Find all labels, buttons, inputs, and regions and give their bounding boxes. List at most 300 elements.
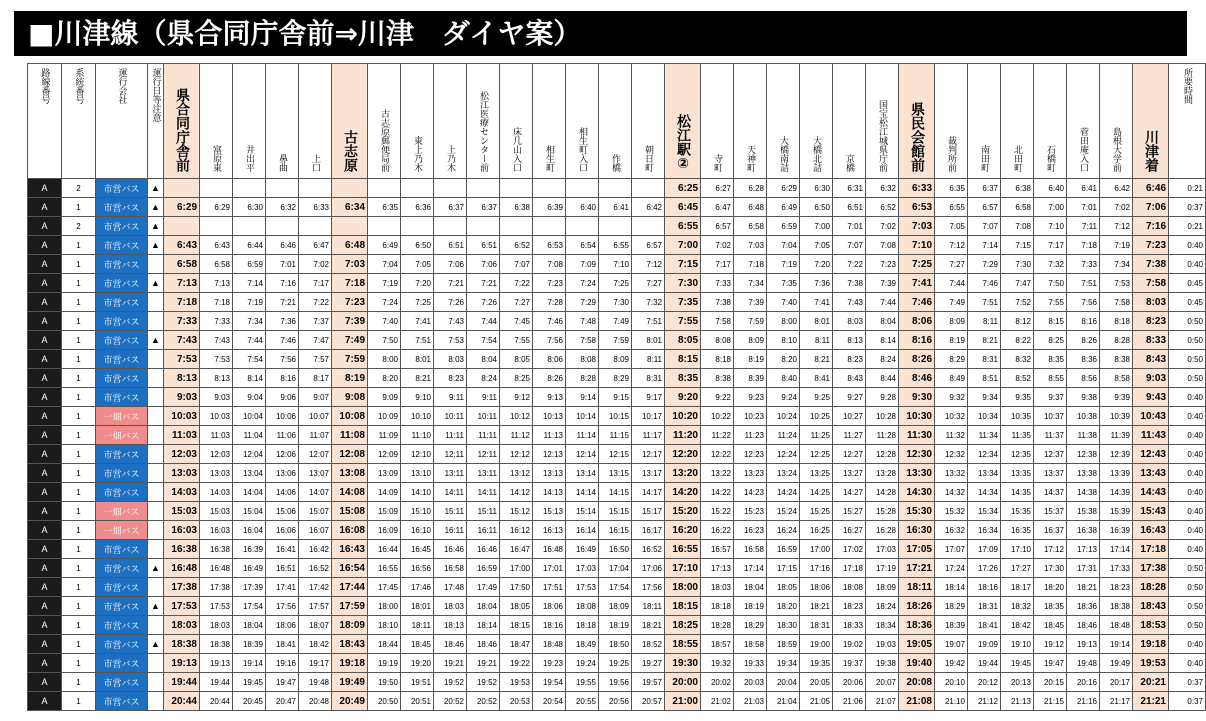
time-cell: 18:06 [533, 597, 566, 616]
time-cell: 7:53 [434, 331, 467, 350]
time-cell: 20:51 [401, 692, 434, 711]
time-cell: 19:21 [434, 654, 467, 673]
time-cell: 7:21 [467, 274, 500, 293]
time-cell: 9:25 [800, 388, 833, 407]
note-marker: ▲ [148, 331, 164, 350]
time-cell: 7:27 [500, 293, 533, 312]
time-cell: 14:34 [968, 483, 1001, 502]
time-cell: 11:13 [533, 426, 566, 445]
time-cell: 15:11 [467, 502, 500, 521]
header-stop-6-label: 古志原郵便局前 [379, 109, 389, 172]
time-cell: 16:35 [1001, 521, 1034, 540]
time-cell: 10:15 [599, 407, 632, 426]
time-cell: 16:10 [401, 521, 434, 540]
time-cell: 8:06 [899, 312, 935, 331]
time-cell [164, 179, 200, 198]
note-marker [148, 255, 164, 274]
time-cell: 18:28 [1133, 578, 1169, 597]
time-cell: 8:16 [899, 331, 935, 350]
time-cell [500, 217, 533, 236]
header-stop-22-label: 県民会館前 [909, 102, 925, 172]
time-cell: 17:18 [1133, 540, 1169, 559]
time-cell: 8:31 [968, 350, 1001, 369]
time-cell: 18:35 [1034, 597, 1067, 616]
time-cell: 9:09 [368, 388, 401, 407]
time-cell: 7:36 [266, 312, 299, 331]
time-cell: 8:46 [899, 369, 935, 388]
time-cell: 16:48 [200, 559, 233, 578]
time-cell: 8:22 [1001, 331, 1034, 350]
time-cell: 17:51 [533, 578, 566, 597]
header-stop-3 [266, 64, 299, 179]
time-cell: 8:19 [935, 331, 968, 350]
time-cell: 18:08 [566, 597, 599, 616]
time-cell: 7:57 [299, 350, 332, 369]
time-cell: 8:04 [866, 312, 899, 331]
duration-cell: 0:50 [1169, 616, 1206, 635]
time-cell: 18:48 [533, 635, 566, 654]
time-cell: 17:12 [1034, 540, 1067, 559]
time-cell: 6:55 [665, 217, 701, 236]
time-cell: 19:20 [401, 654, 434, 673]
time-cell: 8:44 [866, 369, 899, 388]
time-cell: 14:24 [767, 483, 800, 502]
time-cell: 17:33 [1100, 559, 1133, 578]
time-cell: 20:15 [1034, 673, 1067, 692]
time-cell: 17:14 [734, 559, 767, 578]
time-cell: 6:47 [701, 198, 734, 217]
time-cell: 12:28 [866, 445, 899, 464]
time-cell: 21:05 [800, 692, 833, 711]
time-cell: 7:34 [734, 274, 767, 293]
time-cell: 13:20 [665, 464, 701, 483]
header-stop-22 [899, 64, 935, 179]
time-cell [266, 217, 299, 236]
header-system-number-label: 系統番号 [73, 68, 84, 104]
time-cell: 12:15 [599, 445, 632, 464]
duration-cell: 0:40 [1169, 407, 1206, 426]
time-cell: 16:48 [164, 559, 200, 578]
duration-cell: 0:21 [1169, 179, 1206, 198]
time-cell: 17:16 [800, 559, 833, 578]
header-stop-21-label: 国宝松江城県庁前 [877, 100, 887, 172]
time-cell: 18:11 [632, 597, 665, 616]
route-number-cell: A [28, 198, 62, 217]
time-cell: 18:42 [1001, 616, 1034, 635]
time-cell: 7:26 [467, 293, 500, 312]
time-cell: 19:14 [233, 654, 266, 673]
time-cell: 7:09 [566, 255, 599, 274]
operator-badge: 市営バス [96, 445, 148, 464]
table-row [28, 521, 1206, 540]
time-cell: 12:11 [434, 445, 467, 464]
time-cell: 19:57 [632, 673, 665, 692]
time-cell: 7:00 [665, 236, 701, 255]
time-cell: 7:19 [767, 255, 800, 274]
header-stop-16-label: 寺町 [712, 154, 722, 172]
table-row [28, 350, 1206, 369]
header-stop-9 [467, 64, 500, 179]
time-cell: 7:50 [368, 331, 401, 350]
route-number-cell: A [28, 445, 62, 464]
header-stop-7-label: 東上乃木 [412, 136, 422, 172]
time-cell: 18:46 [434, 635, 467, 654]
time-cell: 16:03 [200, 521, 233, 540]
time-cell: 7:40 [368, 312, 401, 331]
time-cell: 18:07 [299, 616, 332, 635]
time-cell: 15:30 [899, 502, 935, 521]
time-cell: 16:38 [1067, 521, 1100, 540]
time-cell: 8:09 [599, 350, 632, 369]
time-cell: 7:07 [833, 236, 866, 255]
operator-badge: 市営バス [96, 483, 148, 502]
time-cell: 19:44 [164, 673, 200, 692]
time-cell: 11:12 [500, 426, 533, 445]
time-cell: 7:41 [899, 274, 935, 293]
time-cell: 7:33 [200, 312, 233, 331]
time-cell: 19:10 [1001, 635, 1034, 654]
time-cell: 9:27 [833, 388, 866, 407]
time-cell: 8:13 [833, 331, 866, 350]
time-cell: 15:38 [1067, 502, 1100, 521]
time-cell: 18:14 [467, 616, 500, 635]
header-stop-0-label: 県合同庁舎前 [174, 88, 190, 172]
time-cell: 13:35 [1001, 464, 1034, 483]
time-cell: 7:08 [866, 236, 899, 255]
time-cell: 17:53 [164, 597, 200, 616]
time-cell: 6:29 [767, 179, 800, 198]
time-cell: 7:04 [767, 236, 800, 255]
time-cell: 7:16 [266, 274, 299, 293]
time-cell: 19:30 [665, 654, 701, 673]
time-cell: 8:03 [434, 350, 467, 369]
time-cell: 7:44 [233, 331, 266, 350]
time-cell: 7:49 [935, 293, 968, 312]
time-cell: 8:29 [599, 369, 632, 388]
header-stop-13-label: 作橋 [610, 154, 620, 172]
time-cell: 11:24 [767, 426, 800, 445]
time-cell: 20:44 [164, 692, 200, 711]
time-cell: 8:16 [266, 369, 299, 388]
time-cell: 18:31 [968, 597, 1001, 616]
time-cell: 17:13 [1067, 540, 1100, 559]
time-cell: 12:25 [800, 445, 833, 464]
time-cell: 16:14 [566, 521, 599, 540]
duration-cell: 0:40 [1169, 236, 1206, 255]
time-cell: 16:20 [665, 521, 701, 540]
time-cell: 13:04 [233, 464, 266, 483]
time-cell: 7:18 [164, 293, 200, 312]
time-cell: 16:34 [968, 521, 1001, 540]
time-cell: 7:33 [1067, 255, 1100, 274]
time-cell: 7:00 [1034, 198, 1067, 217]
time-cell: 18:36 [899, 616, 935, 635]
table-row [28, 673, 1206, 692]
table-row [28, 692, 1206, 711]
duration-cell: 0:50 [1169, 597, 1206, 616]
table-row [28, 312, 1206, 331]
time-cell [233, 179, 266, 198]
note-marker: ▲ [148, 198, 164, 217]
time-cell: 20:52 [467, 692, 500, 711]
system-number-cell: 1 [62, 236, 96, 255]
time-cell: 6:32 [266, 198, 299, 217]
time-cell: 8:23 [434, 369, 467, 388]
time-cell: 6:58 [1001, 198, 1034, 217]
time-cell: 17:56 [632, 578, 665, 597]
operator-badge: 市営バス [96, 274, 148, 293]
time-cell: 8:41 [800, 369, 833, 388]
time-cell: 8:40 [767, 369, 800, 388]
time-cell: 7:56 [266, 350, 299, 369]
time-cell: 7:20 [800, 255, 833, 274]
time-cell: 15:04 [233, 502, 266, 521]
header-stop-24-label: 南田町 [979, 145, 989, 172]
time-cell: 7:05 [401, 255, 434, 274]
time-cell: 16:46 [467, 540, 500, 559]
time-cell: 7:36 [800, 274, 833, 293]
header-stop-26-label: 石橋町 [1045, 145, 1055, 172]
time-cell: 21:17 [1100, 692, 1133, 711]
time-cell: 18:21 [1067, 578, 1100, 597]
note-marker [148, 464, 164, 483]
time-cell: 8:20 [368, 369, 401, 388]
time-cell: 21:15 [1034, 692, 1067, 711]
time-cell: 7:34 [1100, 255, 1133, 274]
time-cell: 19:51 [401, 673, 434, 692]
note-marker [148, 616, 164, 635]
time-cell: 8:43 [833, 369, 866, 388]
system-number-cell: 1 [62, 426, 96, 445]
time-cell: 18:21 [632, 616, 665, 635]
time-cell: 20:06 [833, 673, 866, 692]
operator-badge: 一畑バス [96, 502, 148, 521]
time-cell: 19:27 [632, 654, 665, 673]
time-cell: 8:20 [767, 350, 800, 369]
time-cell: 8:49 [935, 369, 968, 388]
duration-cell: 0:40 [1169, 635, 1206, 654]
time-cell: 13:25 [800, 464, 833, 483]
time-cell: 16:22 [701, 521, 734, 540]
time-cell: 16:56 [401, 559, 434, 578]
time-cell: 21:21 [1133, 692, 1169, 711]
time-cell: 7:59 [734, 312, 767, 331]
time-cell: 15:03 [164, 502, 200, 521]
time-cell: 7:03 [734, 236, 767, 255]
time-cell: 18:28 [701, 616, 734, 635]
time-cell: 12:43 [1133, 445, 1169, 464]
time-cell: 14:14 [566, 483, 599, 502]
time-cell: 17:53 [566, 578, 599, 597]
header-stop-3-label: 鼻曲 [277, 154, 287, 172]
time-cell: 6:32 [866, 179, 899, 198]
operator-badge: 市営バス [96, 179, 148, 198]
time-cell: 12:03 [200, 445, 233, 464]
time-cell: 6:58 [164, 255, 200, 274]
time-cell: 16:58 [434, 559, 467, 578]
time-cell: 8:35 [1034, 350, 1067, 369]
time-cell: 7:49 [599, 312, 632, 331]
time-cell: 15:37 [1034, 502, 1067, 521]
time-cell: 9:11 [434, 388, 467, 407]
time-cell: 17:38 [200, 578, 233, 597]
time-cell: 6:33 [899, 179, 935, 198]
time-cell: 8:17 [299, 369, 332, 388]
time-cell: 18:19 [599, 616, 632, 635]
time-cell: 15:27 [833, 502, 866, 521]
time-cell: 13:10 [401, 464, 434, 483]
table-row [28, 597, 1206, 616]
time-cell: 19:09 [968, 635, 1001, 654]
note-marker [148, 388, 164, 407]
time-cell: 19:19 [368, 654, 401, 673]
time-cell: 7:55 [1034, 293, 1067, 312]
time-cell: 9:15 [599, 388, 632, 407]
time-cell: 15:25 [800, 502, 833, 521]
time-cell: 14:43 [1133, 483, 1169, 502]
time-cell: 20:02 [701, 673, 734, 692]
time-cell: 19:17 [299, 654, 332, 673]
time-cell: 19:12 [1034, 635, 1067, 654]
time-cell: 7:14 [233, 274, 266, 293]
system-number-cell: 1 [62, 312, 96, 331]
operator-badge: 市営バス [96, 198, 148, 217]
time-cell: 8:00 [368, 350, 401, 369]
time-cell: 20:48 [299, 692, 332, 711]
time-cell: 20:13 [1001, 673, 1034, 692]
time-cell: 7:29 [968, 255, 1001, 274]
time-cell: 19:49 [332, 673, 368, 692]
time-cell: 19:52 [467, 673, 500, 692]
time-cell: 16:41 [266, 540, 299, 559]
time-cell: 15:35 [1001, 502, 1034, 521]
time-cell: 7:06 [467, 255, 500, 274]
time-cell: 11:38 [1067, 426, 1100, 445]
duration-cell: 0:40 [1169, 654, 1206, 673]
time-cell: 13:37 [1034, 464, 1067, 483]
time-cell: 8:12 [1001, 312, 1034, 331]
time-cell: 12:30 [899, 445, 935, 464]
time-cell: 16:52 [299, 559, 332, 578]
header-stop-13 [599, 64, 632, 179]
time-cell: 18:41 [968, 616, 1001, 635]
note-marker [148, 293, 164, 312]
time-cell: 14:06 [266, 483, 299, 502]
time-cell: 17:13 [701, 559, 734, 578]
time-cell: 21:04 [767, 692, 800, 711]
time-cell: 15:03 [200, 502, 233, 521]
time-cell: 16:06 [266, 521, 299, 540]
duration-cell: 0:50 [1169, 331, 1206, 350]
time-cell: 15:20 [665, 502, 701, 521]
time-cell: 8:25 [1034, 331, 1067, 350]
time-cell: 7:43 [200, 331, 233, 350]
time-cell: 13:13 [533, 464, 566, 483]
time-cell: 12:22 [701, 445, 734, 464]
header-stop-29 [1133, 64, 1169, 179]
time-cell: 14:03 [200, 483, 233, 502]
time-cell: 12:07 [299, 445, 332, 464]
time-cell: 16:48 [533, 540, 566, 559]
time-cell: 11:30 [899, 426, 935, 445]
time-cell: 7:27 [632, 274, 665, 293]
header-stop-29-label: 川津着 [1143, 130, 1159, 172]
time-cell: 13:11 [434, 464, 467, 483]
time-cell: 8:26 [899, 350, 935, 369]
time-cell: 13:14 [566, 464, 599, 483]
time-cell: 8:21 [968, 331, 1001, 350]
header-stop-4-label: 上口 [310, 154, 320, 172]
time-cell: 16:43 [332, 540, 368, 559]
time-cell: 18:24 [866, 597, 899, 616]
time-cell: 18:38 [200, 635, 233, 654]
header-stop-14-label: 朝日町 [643, 145, 653, 172]
table-row [28, 464, 1206, 483]
header-stop-19-label: 大橋北詰 [811, 136, 821, 172]
time-cell: 9:03 [164, 388, 200, 407]
time-cell: 17:44 [332, 578, 368, 597]
time-cell: 7:10 [1034, 217, 1067, 236]
duration-cell: 0:40 [1169, 464, 1206, 483]
header-stop-7 [401, 64, 434, 179]
time-cell: 8:55 [1034, 369, 1067, 388]
time-cell: 16:17 [632, 521, 665, 540]
time-cell: 12:35 [1001, 445, 1034, 464]
table-row [28, 388, 1206, 407]
time-cell: 18:09 [866, 578, 899, 597]
table-row [28, 293, 1206, 312]
time-cell: 20:12 [968, 673, 1001, 692]
time-cell: 17:02 [833, 540, 866, 559]
time-cell: 6:53 [533, 236, 566, 255]
time-cell: 6:58 [734, 217, 767, 236]
duration-cell: 0:40 [1169, 502, 1206, 521]
duration-cell: 0:21 [1169, 217, 1206, 236]
operator-badge: 市営バス [96, 559, 148, 578]
header-stop-16 [701, 64, 734, 179]
time-cell: 19:48 [1067, 654, 1100, 673]
time-cell: 7:22 [500, 274, 533, 293]
time-cell: 8:52 [1001, 369, 1034, 388]
time-cell: 18:09 [332, 616, 368, 635]
time-cell: 7:10 [899, 236, 935, 255]
time-cell: 8:04 [467, 350, 500, 369]
operator-badge: 市営バス [96, 578, 148, 597]
time-cell: 7:17 [1034, 236, 1067, 255]
time-cell: 11:27 [833, 426, 866, 445]
header-stop-12-label: 相生町入口 [577, 127, 587, 172]
time-cell: 17:10 [1001, 540, 1034, 559]
time-cell: 7:21 [434, 274, 467, 293]
time-cell: 20:03 [734, 673, 767, 692]
time-cell: 7:23 [533, 274, 566, 293]
time-cell: 17:57 [299, 597, 332, 616]
time-cell: 15:32 [935, 502, 968, 521]
time-cell: 13:03 [164, 464, 200, 483]
operator-badge: 一畑バス [96, 407, 148, 426]
time-cell: 18:16 [968, 578, 1001, 597]
time-cell: 6:33 [299, 198, 332, 217]
time-cell: 11:04 [233, 426, 266, 445]
time-cell: 7:43 [164, 331, 200, 350]
time-cell: 15:43 [1133, 502, 1169, 521]
time-cell: 7:58 [701, 312, 734, 331]
time-cell [332, 179, 368, 198]
time-cell: 17:53 [200, 597, 233, 616]
time-cell: 10:06 [266, 407, 299, 426]
time-cell: 18:26 [899, 597, 935, 616]
operator-badge: 市営バス [96, 369, 148, 388]
